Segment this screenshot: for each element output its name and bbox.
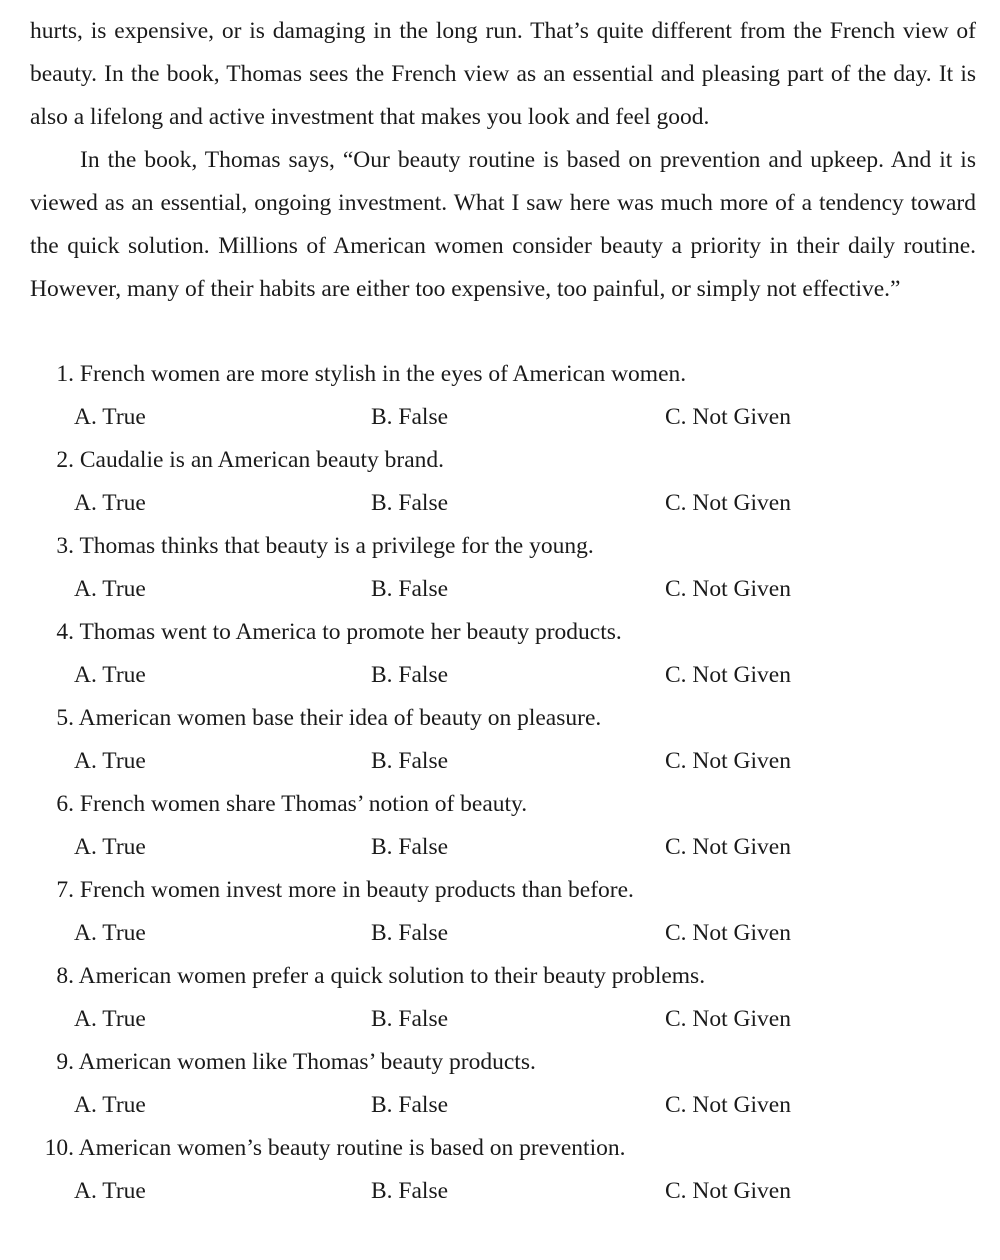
question-number: 4. — [56, 619, 74, 645]
answer-options — [30, 826, 976, 869]
option-true[interactable]: A. True — [74, 1092, 146, 1118]
answer-options — [30, 396, 976, 439]
option-false[interactable]: B. False — [371, 662, 449, 688]
option-false[interactable]: B. False — [371, 1178, 449, 1204]
option-true[interactable]: A. True — [74, 1178, 146, 1204]
answer-options — [30, 998, 976, 1041]
option-not-given[interactable]: C. Not Given — [665, 1092, 791, 1118]
question-number: 6. — [56, 791, 74, 817]
question-text: American women base their idea of beauty on pleasure. — [78, 705, 602, 731]
reading-passage — [30, 10, 976, 311]
question-number: 3. — [56, 533, 74, 559]
option-true[interactable]: A. True — [74, 1006, 146, 1032]
question-item — [30, 869, 976, 955]
option-true[interactable]: A. True — [74, 662, 146, 688]
question-text: French women invest more in beauty products than before. — [79, 877, 634, 903]
option-false[interactable]: B. False — [371, 576, 449, 602]
answer-options — [30, 1084, 976, 1127]
option-false[interactable]: B. False — [371, 1006, 449, 1032]
option-not-given[interactable]: C. Not Given — [665, 920, 791, 946]
option-not-given[interactable]: C. Not Given — [665, 834, 791, 860]
question-item — [30, 1041, 976, 1127]
question-item — [30, 611, 976, 697]
option-true[interactable]: A. True — [74, 748, 146, 774]
option-true[interactable]: A. True — [74, 490, 146, 516]
question-item — [30, 525, 976, 611]
answer-options — [30, 912, 976, 955]
question-text: French women are more stylish in the eyes of American women. — [79, 361, 687, 387]
question-number: 2. — [56, 447, 74, 473]
option-not-given[interactable]: C. Not Given — [665, 576, 791, 602]
question-number: 10. — [44, 1135, 74, 1161]
option-not-given[interactable]: C. Not Given — [665, 662, 791, 688]
question-item — [30, 439, 976, 525]
option-false[interactable]: B. False — [371, 920, 449, 946]
option-false[interactable]: B. False — [371, 1092, 449, 1118]
document-page — [30, 10, 976, 1213]
option-false[interactable]: B. False — [371, 748, 449, 774]
option-not-given[interactable]: C. Not Given — [665, 490, 791, 516]
option-not-given[interactable]: C. Not Given — [665, 1178, 791, 1204]
option-not-given[interactable]: C. Not Given — [665, 404, 791, 430]
passage-paragraph: In the book, Thomas says, “Our beauty routine is based on prevention and upkeep. And it is viewed as an essential, ongoing investment. What I saw here was much more of a tendency toward the quick solution. Millions of American women consider beauty a priority in their daily routine. However, many of their habits are either too expensive, too painful, or simply not effective.” — [30, 147, 976, 302]
question-item — [30, 783, 976, 869]
answer-options — [30, 568, 976, 611]
option-false[interactable]: B. False — [371, 404, 449, 430]
question-number: 9. — [56, 1049, 74, 1075]
option-false[interactable]: B. False — [371, 490, 449, 516]
question-item — [30, 697, 976, 783]
passage-paragraph: hurts, is expensive, or is damaging in the long run. That’s quite different from the French view of beauty. In the book, Thomas sees the French view as an essential and pleasing part of the day. It is also a lifelong and active investment that makes you look and feel good. — [30, 18, 976, 130]
question-number: 1. — [56, 361, 74, 387]
question-number: 5. — [56, 705, 74, 731]
option-not-given[interactable]: C. Not Given — [665, 1006, 791, 1032]
question-text: American women’s beauty routine is based on prevention. — [78, 1135, 626, 1161]
question-text: Caudalie is an American beauty brand. — [79, 447, 444, 473]
option-false[interactable]: B. False — [371, 834, 449, 860]
question-number: 8. — [56, 963, 74, 989]
option-true[interactable]: A. True — [74, 576, 146, 602]
answer-options — [30, 482, 976, 525]
answer-options — [30, 740, 976, 783]
question-number: 7. — [56, 877, 74, 903]
question-item — [30, 955, 976, 1041]
question-text: American women like Thomas’ beauty products. — [78, 1049, 536, 1075]
answer-options — [30, 1170, 976, 1213]
question-item — [30, 353, 976, 439]
question-item — [30, 1127, 976, 1213]
answer-options — [30, 654, 976, 697]
question-text: American women prefer a quick solution to their beauty problems. — [78, 963, 706, 989]
option-not-given[interactable]: C. Not Given — [665, 748, 791, 774]
question-list — [30, 353, 976, 1213]
question-text: Thomas went to America to promote her beauty products. — [79, 619, 622, 645]
option-true[interactable]: A. True — [74, 920, 146, 946]
question-text: Thomas thinks that beauty is a privilege for the young. — [79, 533, 594, 559]
question-text: French women share Thomas’ notion of beauty. — [79, 791, 528, 817]
option-true[interactable]: A. True — [74, 834, 146, 860]
option-true[interactable]: A. True — [74, 404, 146, 430]
